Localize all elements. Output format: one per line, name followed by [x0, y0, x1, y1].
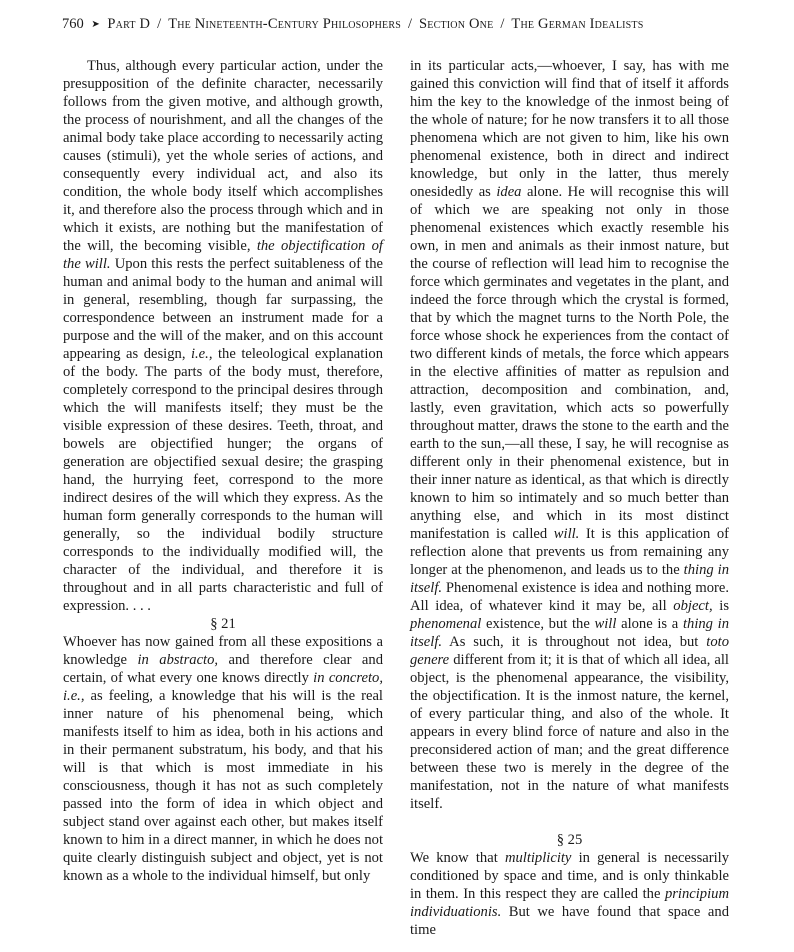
body-paragraph: Thus, although every particular action, under the presupposition of the definite character, necessarily follows from the given motive, and although growth, the process of nourishment, and all the changes of the animal body take place according to necessarily acting causes (stimuli), yet the whole series of actions, and consequently every individual act, and also its condition, the whole body itself which accomplishes it, and therefore also the process through which and in which it exists, are nothing but the manifestation of the will, the becoming visible, the objectification of the will. Upon this rests the perfect suitableness of the human and animal body to the human and animal will in general, resembling, though far surpassing, the correspondence between an instrument made for a purpose and the will of the maker, and on this account appearing as design, i.e., the teleological explanation of the body. The parts of the body must, therefore, completely correspond to the principal desires through which the will manifests itself; they must be the visible expression of these desires. Teeth, throat, and bowels are objectified hunger; the organs of generation are objectified sexual desire; the grasping hand, the hurrying feet, correspond to the more indirect desires of the will which they express. As the human form generally corresponds to the human will generally, so the individual bodily structure corresponds to the individually modified will, the character of the individual, and therefore it is throughout and in all parts characteristic and full of expression. . . . [63, 58, 383, 614]
book-title: The Nineteenth-Century Philosophers [168, 16, 401, 32]
body-paragraph: in its particular acts,—whoever, I say, has with me gained this conviction will find that of itself it affords him the key to the knowledge of the inmost being of the whole of nature; for he now transfers it to all those phenomena which are not given to him, like his own phenomenal existence, both in direct and indirect knowledge, but only in the latter, thus merely onesidedly as idea alone. He will recognise this will of which we are speaking not only in those phenomenal existences which exactly resemble his own, in men and animals as their inmost nature, but the course of reflection will lead him to recognise the force which germinates and vegetates in the plant, and indeed the force through which the crystal is formed, that by which the magnet turns to the North Pole, the force whose shock he experiences from the contact of two different kinds of metals, the force which appears in the elective affinities of matter as repulsion and attraction, decomposition and combination, and, lastly, even gravitation, which acts so powerfully throughout matter, draws the stone to the earth and the earth to the sun,—all these, I say, he will recognise as different only in their phenomenal existence, but in their inner nature as identical, as that which is directly known to him so intimately and so much better than anything else, and which in its most distinct manifestation is called will. It is this application of reflection alone that prevents us from remaining any longer at the phenomenon, and leads us to the thing in itself. Phenomenal existence is idea and nothing more. All idea, of whatever kind it may be, all object, is phenomenal existence, but the will alone is a thing in itself. As such, it is throughout not idea, but toto genere different from it; it is that of which all idea, all object, is the phenomenal appearance, the visibility, the objectification. It is the inmost nature, the kernel, of every particular thing, and also of the whole. It appears in every blind force of nature and also in the preconsidered action of man; and the great difference between these two is merely in the degree of the manifestation, not in the nature of what manifests itself. [410, 58, 730, 812]
chapter-title: The German Idealists [511, 16, 644, 32]
separator-slash: / [408, 16, 413, 32]
running-head [62, 15, 742, 35]
arrow-icon: ➤ [91, 19, 100, 30]
body-paragraph: Whoever has now gained from all these expositions a knowledge in abstracto, and therefore clear and certain, of what every one knows directly in concreto, i.e., as feeling, a knowledge that his will is the real inner nature of his phenomenal being, which manifests itself to him as idea, both in his actions and in their permanent substratum, his body, and that his will is that which is most immediate in his consciousness, though it has not as such completely passed into the form of idea in which object and subject stand over against each other, but makes itself known to him in a direct manner, in which he does not quite clearly distinguish subject and object, yet is not known as a whole to the individual himself, but only [63, 634, 383, 884]
body-paragraph: We know that multiplicity in general is necessarily conditioned by space and time, and is only thinkable in them. In this respect they are called the principium individuationis. But we have found that space and time [410, 850, 729, 938]
separator-slash: / [157, 16, 162, 32]
separator-slash: / [500, 16, 505, 32]
section-label: Section One [419, 16, 494, 32]
section-heading-21: § 21 [210, 616, 236, 632]
left-column [63, 57, 383, 885]
page-number: 760 [62, 16, 84, 32]
part-label: Part D [107, 16, 151, 32]
section-heading-25: § 25 [556, 832, 583, 848]
right-column [410, 57, 729, 939]
